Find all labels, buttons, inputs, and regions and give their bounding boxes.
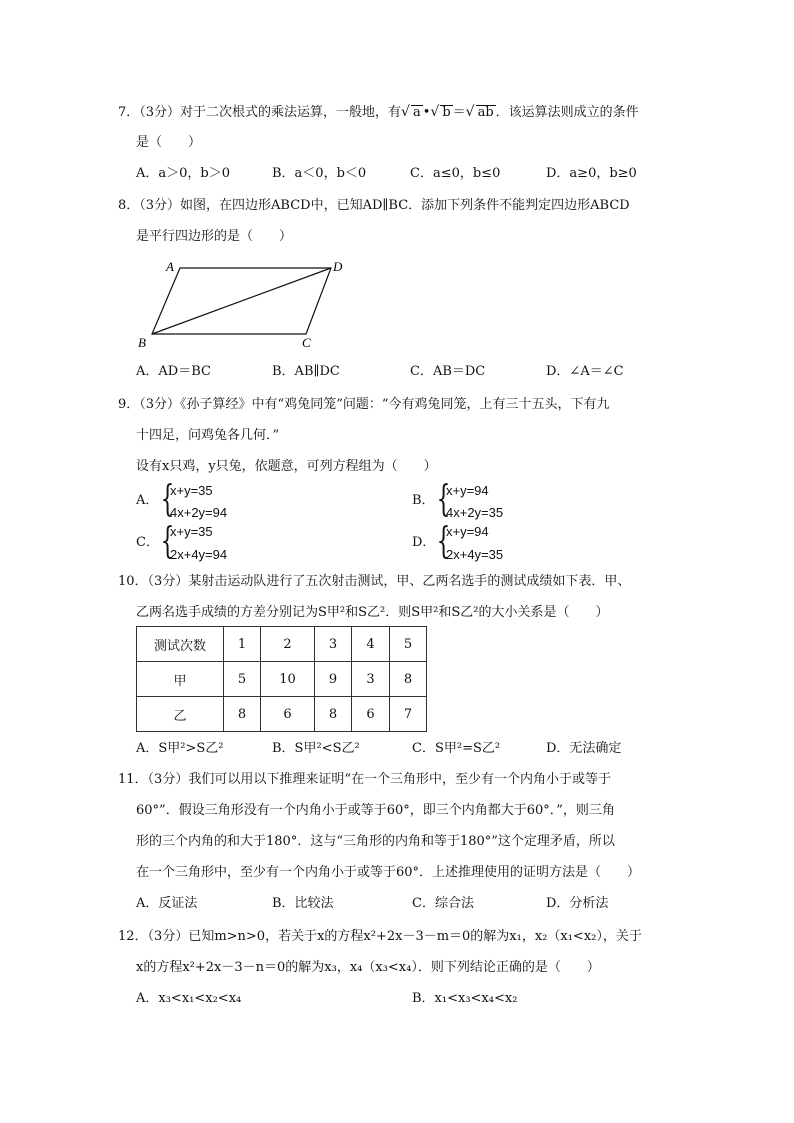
table-cell: 8 [390, 662, 427, 697]
q11-stem-line2: 60°”．假设三角形没有一个内角小于或等于60°，即三个内角都大于60°．”，则三角 [136, 803, 615, 818]
q8-quadrilateral-figure [130, 255, 360, 350]
q9-option-b-letter: B． [412, 493, 435, 508]
q8-option-c: C．AB＝DC [410, 364, 486, 379]
q11-stem-line3: 形的三个内角的和大于180°．这与“三角形的内角和等于180°”这个定理矛盾，所以 [136, 834, 615, 849]
q8-label-d: D [333, 259, 343, 274]
q9-option-a-brace: { [160, 479, 175, 520]
q7-radicand-ab: ab [477, 105, 494, 120]
table-cell: 2 [261, 627, 315, 662]
q9-stem-line3: 设有x只鸡，y只兔，依题意，可列方程组为（ ） [136, 459, 437, 474]
q11-option-c: C．综合法 [412, 896, 474, 911]
table-row [137, 697, 427, 732]
q10-stem-line1: 10．（3分）某射击运动队进行了五次射击测试，甲、乙两名选手的测试成绩如下表．甲、 [118, 574, 631, 589]
table-cell: 8 [315, 697, 352, 732]
q7-radicand-a: a [412, 105, 421, 120]
q9-option-c-eq2: 2x+4y=94 [170, 547, 228, 562]
q12-stem-line1: 12．（3分）已知m>n>0，若关于x的方程x²+2x－3－m＝0的解为x₁，x₂（x₁<x₂），关于 [118, 929, 642, 944]
q12-option-b: B．x₁<x₃<x₄<x₂ [412, 991, 518, 1006]
q11-option-d: D．分析法 [546, 896, 609, 911]
q12-option-a: A．x₃<x₁<x₂<x₄ [136, 991, 242, 1006]
q9-option-c-eq1: x+y=35 [170, 524, 213, 539]
q10-option-c: C．S甲²=S乙² [412, 741, 501, 756]
table-cell: 10 [261, 662, 315, 697]
table-cell: 测试次数 [137, 627, 224, 662]
q7-option-d: D．a≥0，b≥0 [546, 166, 637, 181]
q7-stem-line2: 是（ ） [136, 135, 202, 150]
table-cell: 8 [224, 697, 261, 732]
table-cell: 7 [390, 697, 427, 732]
table-cell: 4 [352, 627, 390, 662]
q7-dot: • [422, 105, 431, 120]
q7-stem-line1: 7．（3分）对于二次根式的乘法运算，一般地，有√ a •√ b ＝√ ab ．该运算法则成立的条件 [118, 104, 639, 120]
q10-score-table [136, 626, 427, 732]
table-cell: 6 [261, 697, 315, 732]
q9-option-d-brace: { [436, 521, 451, 562]
q11-stem-line4: 在一个三角形中，至少有一个内角小于或等于60°．上述推理使用的证明方法是（ ） [136, 865, 641, 880]
q9-option-c-brace: { [160, 521, 175, 562]
q7-stem-text-2: ．该运算法则成立的条件 [495, 105, 639, 120]
q8-label-a: A [166, 259, 174, 274]
q10-option-b: B．S甲²<S乙² [272, 741, 360, 756]
table-row [137, 627, 427, 662]
q8-diagonal-bd [152, 268, 331, 334]
q9-stem-line1: 9．（3分）《孙子算经》中有“鸡兔同笼”问题：“今有鸡兔同笼，上有三十五头，下有九 [118, 397, 610, 412]
q8-option-b: B．AB∥DC [272, 364, 340, 379]
q9-option-b-eq1: x+y=94 [446, 483, 489, 498]
q9-option-a-eq2: 4x+2y=94 [170, 505, 228, 520]
table-cell: 3 [352, 662, 390, 697]
q10-option-d: D．无法确定 [546, 741, 622, 756]
q7-equals: ＝ [452, 105, 466, 120]
q8-label-c: C [302, 335, 311, 350]
q7-option-c: C．a≤0，b≤0 [410, 166, 501, 181]
table-cell: 6 [352, 697, 390, 732]
table-cell: 乙 [137, 697, 224, 732]
q11-option-a: A．反证法 [136, 896, 198, 911]
table-cell: 1 [224, 627, 261, 662]
table-row [137, 662, 427, 697]
q9-option-b-eq2: 4x+2y=35 [446, 505, 504, 520]
q7-option-a: A．a＞0，b＞0 [136, 166, 231, 181]
q8-stem-line2: 是平行四边形的是（ ） [136, 229, 293, 244]
q11-option-b: B．比较法 [272, 896, 334, 911]
q8-option-a: A．AD＝BC [136, 364, 211, 379]
q10-stem-line2: 乙两名选手成绩的方差分别记为S甲²和S乙²．则S甲²和S乙²的大小关系是（ ） [136, 605, 609, 620]
q8-option-d: D．∠A＝∠C [546, 364, 624, 379]
q8-stem-line1: 8．（3分）如图，在四边形ABCD中，已知AD∥BC．添加下列条件不能判定四边形ABCD [118, 198, 630, 213]
q7-radicand-b: b [442, 105, 451, 120]
q12-stem-line2: x的方程x²+2x－3－n＝0的解为x₃，x₄（x₃<x₄）．则下列结论正确的是（ ） [136, 960, 600, 975]
table-cell: 5 [390, 627, 427, 662]
q9-option-a-letter: A． [136, 493, 159, 508]
q11-stem-line1: 11．（3分）我们可以用以下推理来证明“在一个三角形中，至少有一个内角小于或等于 [118, 772, 611, 787]
q7-stem-text: 7．（3分）对于二次根式的乘法运算，一般地，有 [118, 105, 402, 120]
table-cell: 3 [315, 627, 352, 662]
q9-option-c-letter: C． [136, 535, 159, 550]
table-cell: 9 [315, 662, 352, 697]
table-cell: 5 [224, 662, 261, 697]
q9-option-d-letter: D． [412, 535, 436, 550]
q9-option-b-brace: { [436, 479, 451, 520]
q10-option-a: A．S甲²>S乙² [136, 741, 224, 756]
q7-option-b: B．a＜0，b＜0 [272, 166, 367, 181]
q9-stem-line2: 十四足，问鸡兔各几何．” [136, 428, 280, 443]
table-cell: 甲 [137, 662, 224, 697]
q9-option-d-eq2: 2x+4y=35 [446, 547, 504, 562]
q8-label-b: B [138, 335, 146, 350]
q9-option-d-eq1: x+y=94 [446, 524, 489, 539]
q9-option-a-eq1: x+y=35 [170, 483, 213, 498]
